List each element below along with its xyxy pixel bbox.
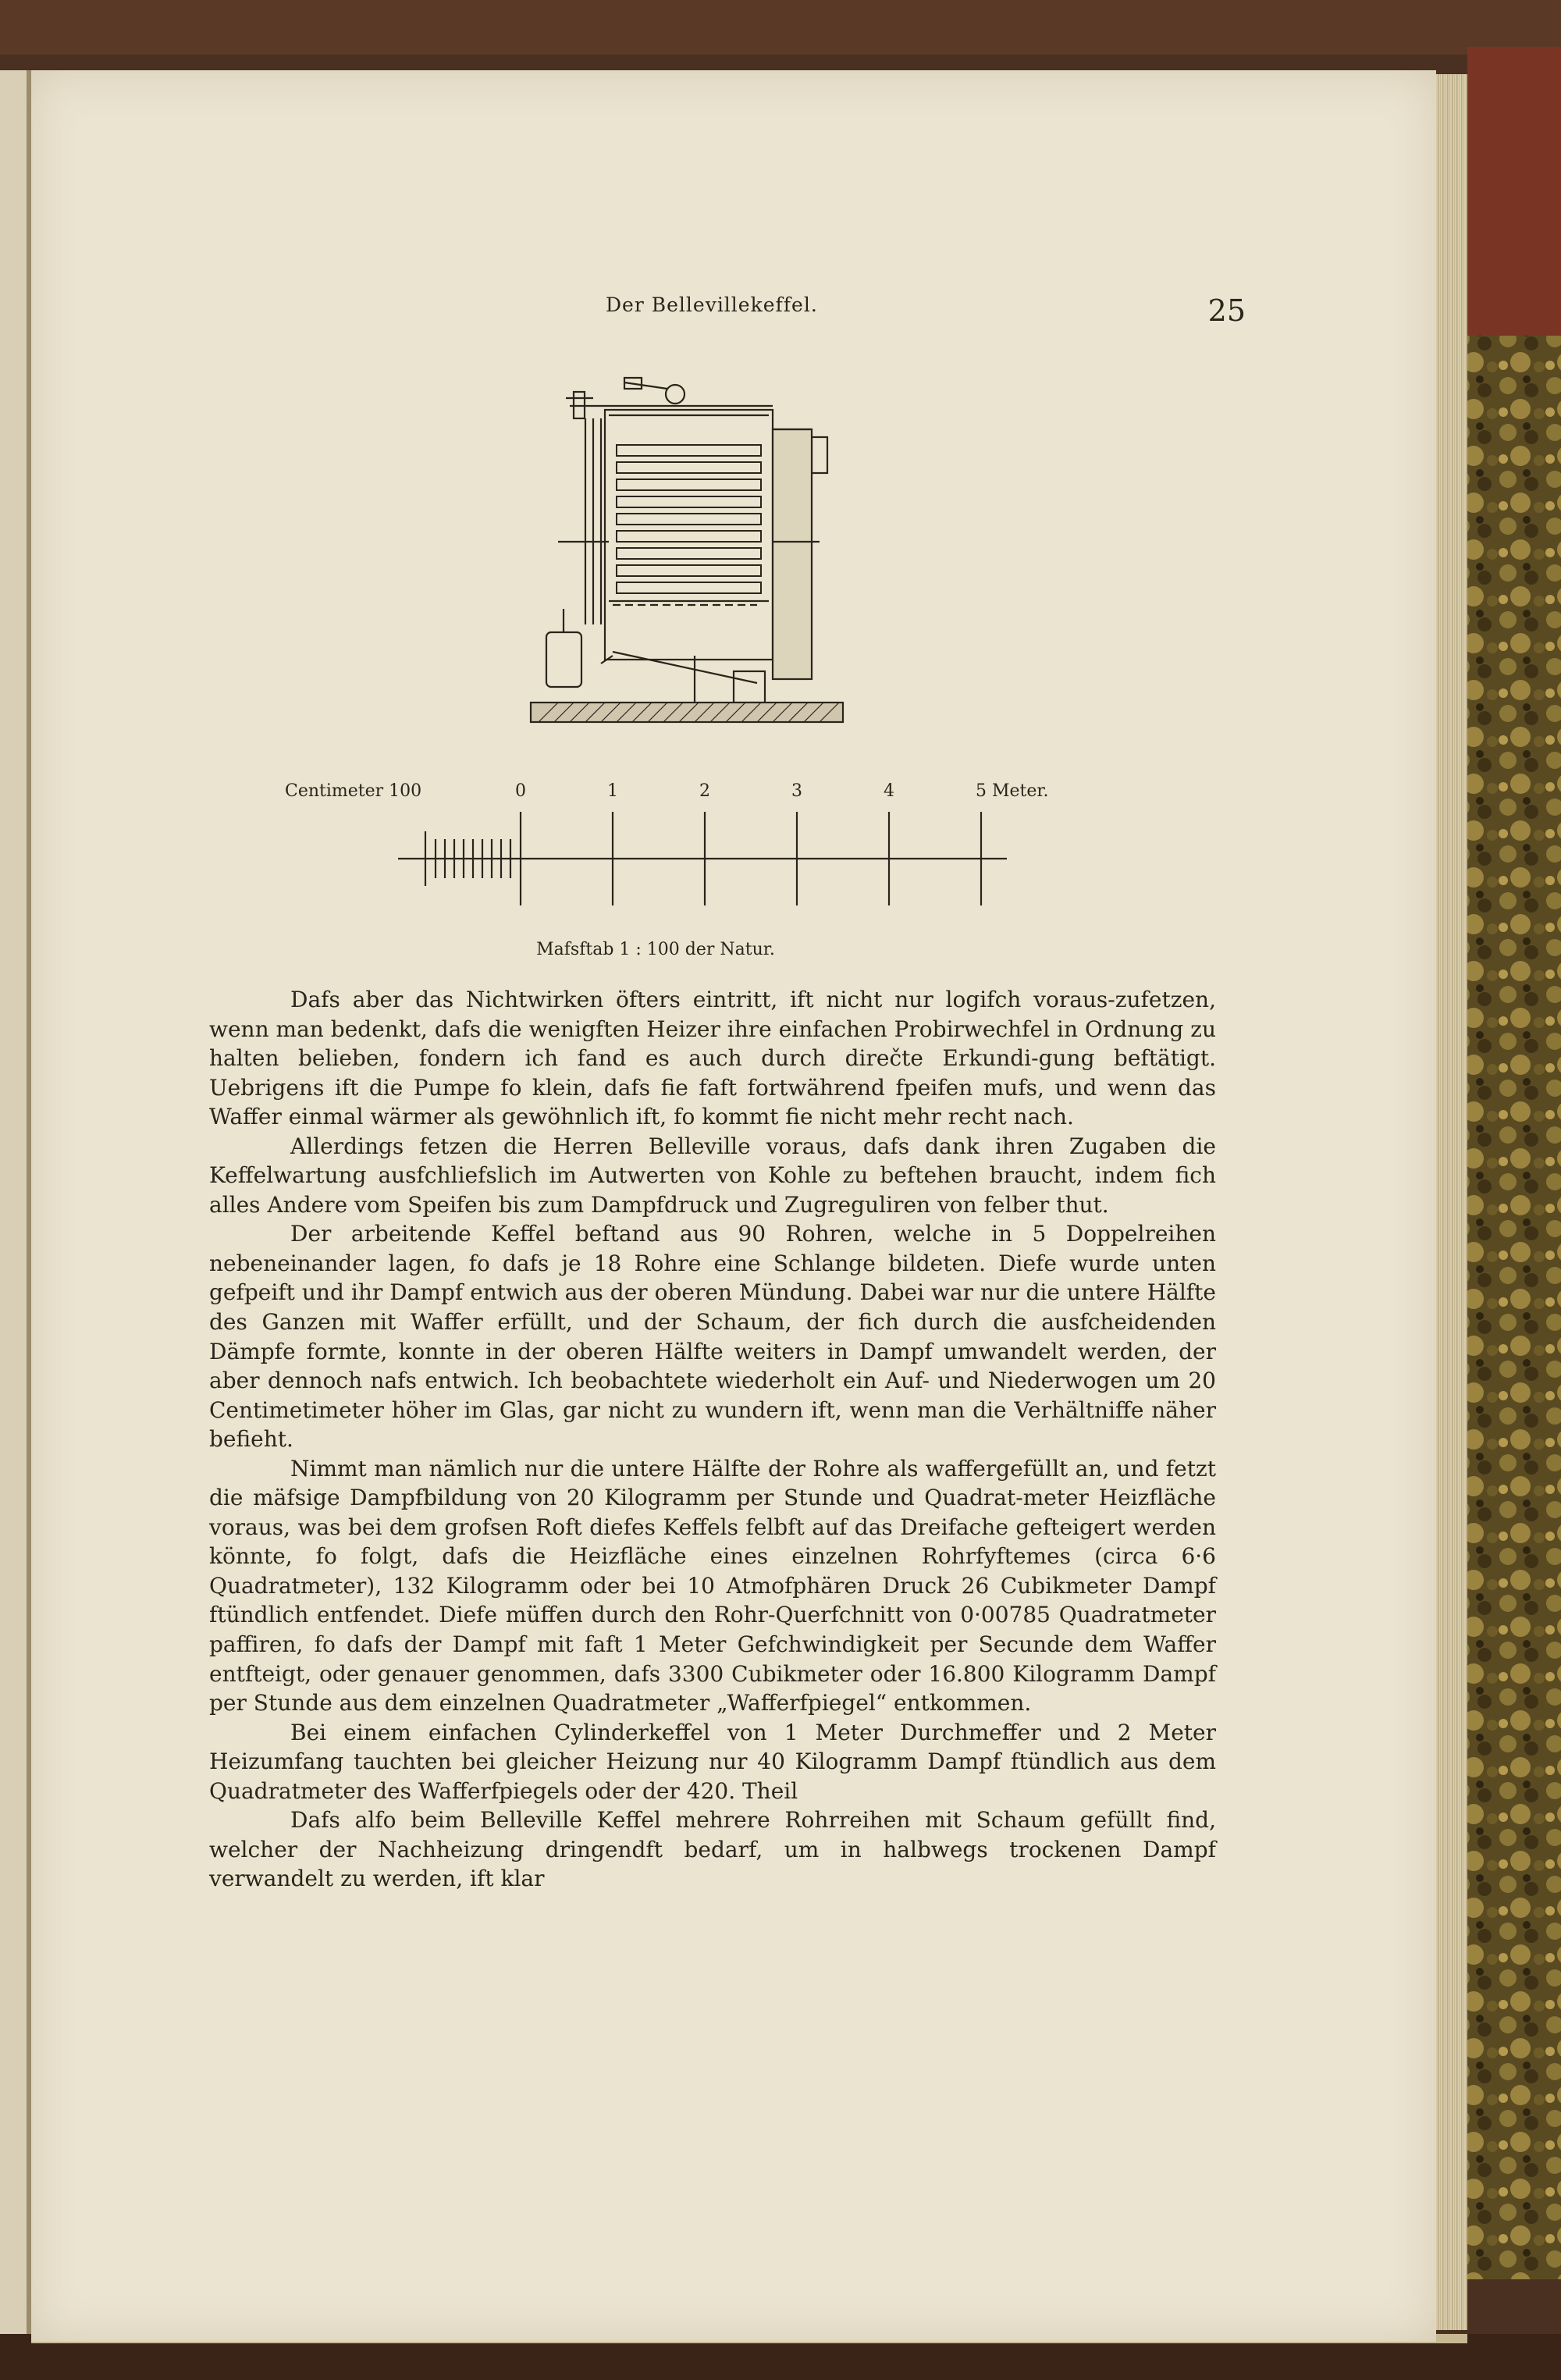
scale-tick-4: 4 [884,781,894,801]
paragraph: Der arbeitende Keffel beftand aus 90 Rohren, welche in 5 Doppelreihen nebeneinander lagen, fo dafs je 18 Rohre eine Schlange bildeten. Diefe wurde unten gefpeift und ihr Dampf entwich aus der oberen Mündung. Dabei war nur die untere Hälfte des Ganzen mit Waffer erfüllt, und der Schaum, der fich durch die ausfcheidenden Dämpfe formte, konnte in der oberen Hälfte weiters in Dampf umwandelt werden, der aber dennoch nafs entwich. Ich beobachtete wiederholt ein Auf- und Niederwogen um 20 Centimetimeter höher im Glas, gar nicht zu wundern ift, wenn man die Verhältniffe näher befieht. [209,1221,1216,1453]
scale-tick-1: 1 [607,781,618,801]
figure-caption: Mafsftab 1 : 100 der Natur. [536,940,775,959]
scale-bar [398,812,1007,905]
scale-tick-3: 3 [791,781,802,801]
scale-left-label: Centimeter 100 [285,781,422,801]
paragraph: Dafs aber das Nichtwirken öfters eintritt, ift nicht nur logifch voraus-zufetzen, wenn man bedenkt, dafs die wenigften Heizer ihre einfachen Probirwechfel in Ordnung zu halten belieben, fondern ich fand es auch durch direčte Erkundi-gung beftätigt. Uebrigens ift die Pumpe fo klein, dafs fie faft fortwährend fpeifen mufs, und wenn das Waffer einmal wärmer als gewöhnlich ift, fo kommt fie nicht mehr recht nach. [209,987,1216,1130]
paragraph: Allerdings fetzen die Herren Belleville voraus, dafs dank ihren Zugaben die Keffelwartung ausfchliefslich im Autwerten von Kohle zu beftehen braucht, indem fich alles Andere vom Speifen bis zum Dampfdruck und Zugreguliren von felber thut. [209,1133,1216,1218]
paragraph: Nimmt man nämlich nur die untere Hälfte der Rohre als waffergefüllt an, und fetzt die mäfsige Dampfbildung von 20 Kilogramm per Stunde und Quadrat-meter Heizfläche voraus, was bei dem grofsen Roft diefes Keffels felbft auf das Dreifache gefteigert werden könnte, fo folgt, dafs die Heizfläche eines einzelnen Rohrfyftemes (circa 6·6 Quadratmeter), 132 Kilogramm oder bei 10 Atmofphären Druck 26 Cubikmeter Dampf ftündlich entfendet. Diefe müffen durch den Rohr-Querfchnitt von 0·00785 Quadratmeter paffiren, fo dafs der Dampf mit faft 1 Meter Gefchwindigkeit per Secunde dem Waffer entfteigt, oder genauer genommen, dafs 3300 Cubikmeter oder 16.800 Kilogramm Dampf per Stunde aus dem einzelnen Quadratmeter „Wafferfpiegel“ entkommen. [209,1455,1216,1717]
paragraph: Bei einem einfachen Cylinderkeffel von 1 Meter Durchmeffer und 2 Meter Heizumfang tauchten bei gleicher Heizung nur 40 Kilogramm Dampf ftündlich aus dem Quadratmeter des Wafferfpiegels oder der 420. Theil [209,1719,1216,1804]
running-head: Der Bellevillekeffel. [606,293,818,316]
boiler-figure [258,343,1054,984]
boiler-drawing [531,378,843,722]
scale-right-label: 5 Meter. [976,781,1049,801]
scale-tick-2: 2 [699,781,710,801]
paragraph: Dafs alfo beim Belleville Keffel mehrere Rohrreihen mit Schaum gefüllt find, welcher der Nachheizung dringendft bedarf, um in halbwegs trockenen Dampf verwandelt zu werden, ift klar [209,1807,1216,1892]
page-number: 25 [1207,293,1246,328]
body-text [209,985,1216,1894]
scale-tick-0: 0 [515,781,526,801]
